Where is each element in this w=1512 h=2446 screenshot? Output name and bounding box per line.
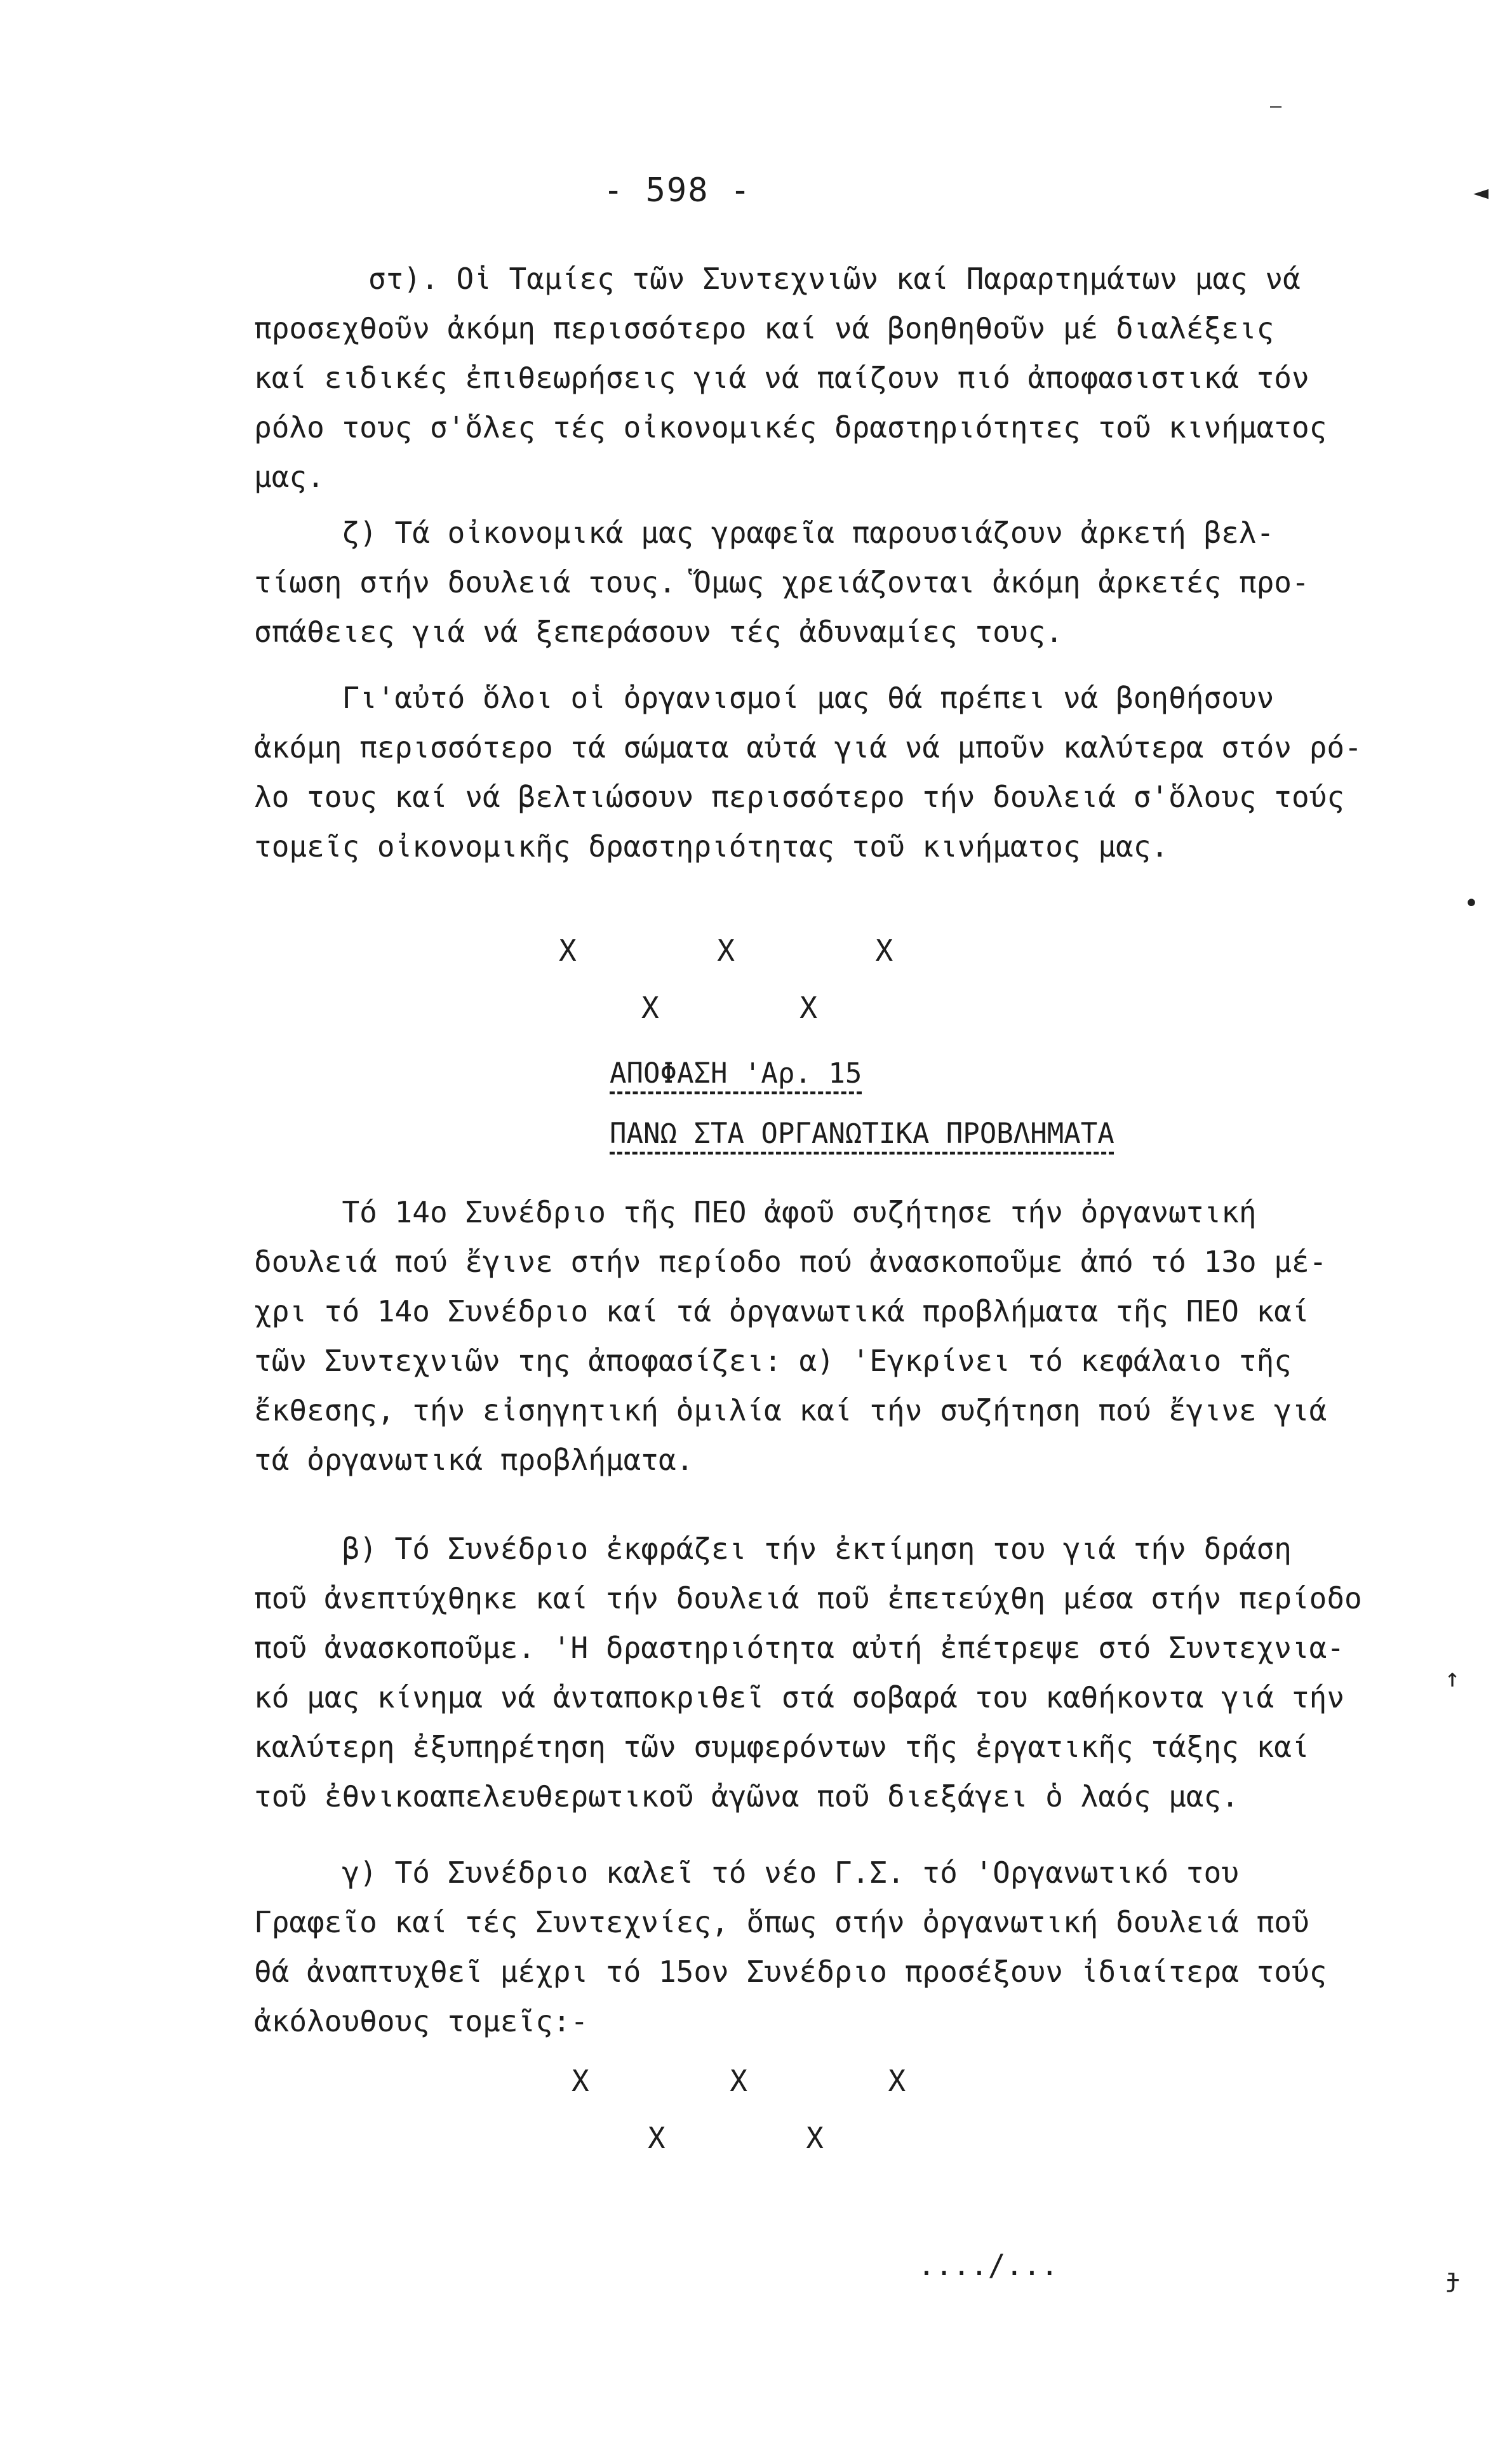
text-line: ποῦ ἀνασκοποῦμε. 'Η δραστηριότητα αὐτή ἐπέτρεψε στό Συντεχνια- bbox=[254, 1631, 1345, 1665]
scan-mark-icon: ɟ bbox=[1445, 2264, 1461, 2293]
text-line: ἀκόλουθους τομεῖς:- bbox=[254, 2004, 589, 2038]
scan-mark-icon: ↑ bbox=[1445, 1664, 1461, 1693]
text-line: προσεχθοῦν ἀκόμη περισσότερο καί νά βοηθηθοῦν μέ διαλέξεις bbox=[254, 311, 1274, 345]
text-line: καί ειδικές ἐπιθεωρήσεις γιά νά παίζουν πιό ἀποφασιστικά τόν bbox=[254, 361, 1309, 395]
decision-paragraph-c bbox=[254, 1848, 1346, 2046]
text-line: γ) Τό Συνέδριο καλεῖ τό νέο Γ.Σ. τό 'Οργανωτικό του bbox=[254, 1855, 1239, 1890]
text-line: Τό 14ο Συνέδριο τῆς ΠΕΟ ἀφοῦ συζήτησε τήν ὀργανωτική bbox=[254, 1195, 1257, 1229]
text-line: β) Τό Συνέδριο ἐκφράζει τήν ἐκτίμηση του γιά τήν δράση bbox=[254, 1532, 1292, 1566]
decision-subtitle: ΠΑΝΩ ΣΤΑ ΟΡΓΑΝΩΤΙΚΑ ΠΡΟΒΛΗΜΑΤΑ bbox=[610, 1118, 1114, 1150]
separator-bottom-row-2: X X bbox=[648, 2121, 824, 2155]
text-line: ἔκθεσης, τήν εἰσηγητική ὁμιλία καί τήν συζήτηση πού ἔγινε γιά bbox=[254, 1393, 1327, 1427]
intro-paragraph bbox=[254, 254, 1346, 502]
separator-top-row-1: X X X bbox=[559, 933, 893, 968]
decision-title: ΑΠΟΦΑΣΗ 'Αρ. 15 bbox=[610, 1057, 862, 1090]
continuation-marker: ..../... bbox=[918, 2248, 1059, 2282]
scan-mark-icon: ◄ bbox=[1473, 178, 1489, 207]
text-line: Γραφεῖο καί τές Συντεχνίες, ὅπως στήν ὀργανωτική δουλειά ποῦ bbox=[254, 1905, 1309, 1939]
text-line: τομεῖς οἰκονομικῆς δραστηριότητας τοῦ κινήματος μας. bbox=[254, 829, 1169, 864]
page-number: - 598 - bbox=[603, 171, 752, 210]
text-line: λο τους καί νά βελτιώσουν περισσότερο τήν δουλειά σ'ὅλους τούς bbox=[254, 780, 1345, 814]
decision-paragraph-b bbox=[254, 1524, 1362, 1821]
scan-mark-icon: — bbox=[1270, 95, 1282, 117]
text-line: τά ὀργανωτικά προβλήματα. bbox=[254, 1443, 694, 1477]
separator-bottom-row-1: X X X bbox=[572, 2064, 906, 2098]
text-line: τῶν Συντεχνιῶν της ἀποφασίζει: α) 'Εγκρίνει τό κεφάλαιο τῆς bbox=[254, 1344, 1292, 1378]
text-line: δουλειά πού ἔγινε στήν περίοδο πού ἀνασκοποῦμε ἀπό τό 13ο μέ- bbox=[254, 1245, 1327, 1279]
gi-afto-paragraph bbox=[254, 673, 1362, 871]
text-line: ρόλο τους σ'ὅλες τές οἰκονομικές δραστηριότητες τοῦ κινήματος bbox=[254, 410, 1327, 444]
text-line: χρι τό 14ο Συνέδριο καί τά ὀργανωτικά προβλήματα τῆς ΠΕΟ καί bbox=[254, 1294, 1309, 1328]
text-line: κό μας κίνημα νά ἀνταποκριθεῖ στά σοβαρά του καθήκοντα γιά τήν bbox=[254, 1680, 1345, 1714]
text-line: θά ἀναπτυχθεῖ μέχρι τό 15ον Συνέδριο προσέξουν ἰδιαίτερα τούς bbox=[254, 1955, 1327, 1989]
text-line: μας. bbox=[254, 460, 324, 494]
text-line: σπάθειες γιά νά ξεπεράσουν τές ἀδυναμίες τους. bbox=[254, 615, 1063, 649]
z-paragraph bbox=[254, 508, 1346, 657]
text-line: Γι'αὐτό ὅλοι οἱ ὀργανισμοί μας θά πρέπει νά βοηθήσουν bbox=[254, 681, 1274, 715]
text-line: τίωση στήν δουλειά τους. Ὅμως χρειάζονται ἀκόμη ἀρκετές προ- bbox=[254, 565, 1309, 599]
text-line: ποῦ ἀνεπτύχθηκε καί τήν δουλειά ποῦ ἐπετεύχθη μέσα στήν περίοδο bbox=[254, 1581, 1362, 1615]
text-line: ἀκόμη περισσότερο τά σώματα αὐτά γιά νά μποῦν καλύτερα στόν ρό- bbox=[254, 730, 1362, 765]
decision-paragraph-a bbox=[254, 1187, 1346, 1485]
text-line: ζ) Τά οἰκονομικά μας γραφεῖα παρουσιάζουν ἀρκετή βελ- bbox=[254, 516, 1274, 550]
text-line: στ). Οἱ Ταμίες τῶν Συντεχνιῶν καί Παραρτημάτων μας νά bbox=[368, 262, 1301, 296]
separator-top-row-2: X X bbox=[641, 991, 817, 1025]
text-line: καλύτερη ἐξυπηρέτηση τῶν συμφερόντων τῆς ἐργατικῆς τάξης καί bbox=[254, 1730, 1309, 1764]
scan-mark-icon: • bbox=[1464, 889, 1480, 918]
text-line: τοῦ ἐθνικοαπελευθερωτικοῦ ἀγῶνα ποῦ διεξάγει ὁ λαός μας. bbox=[254, 1779, 1239, 1814]
